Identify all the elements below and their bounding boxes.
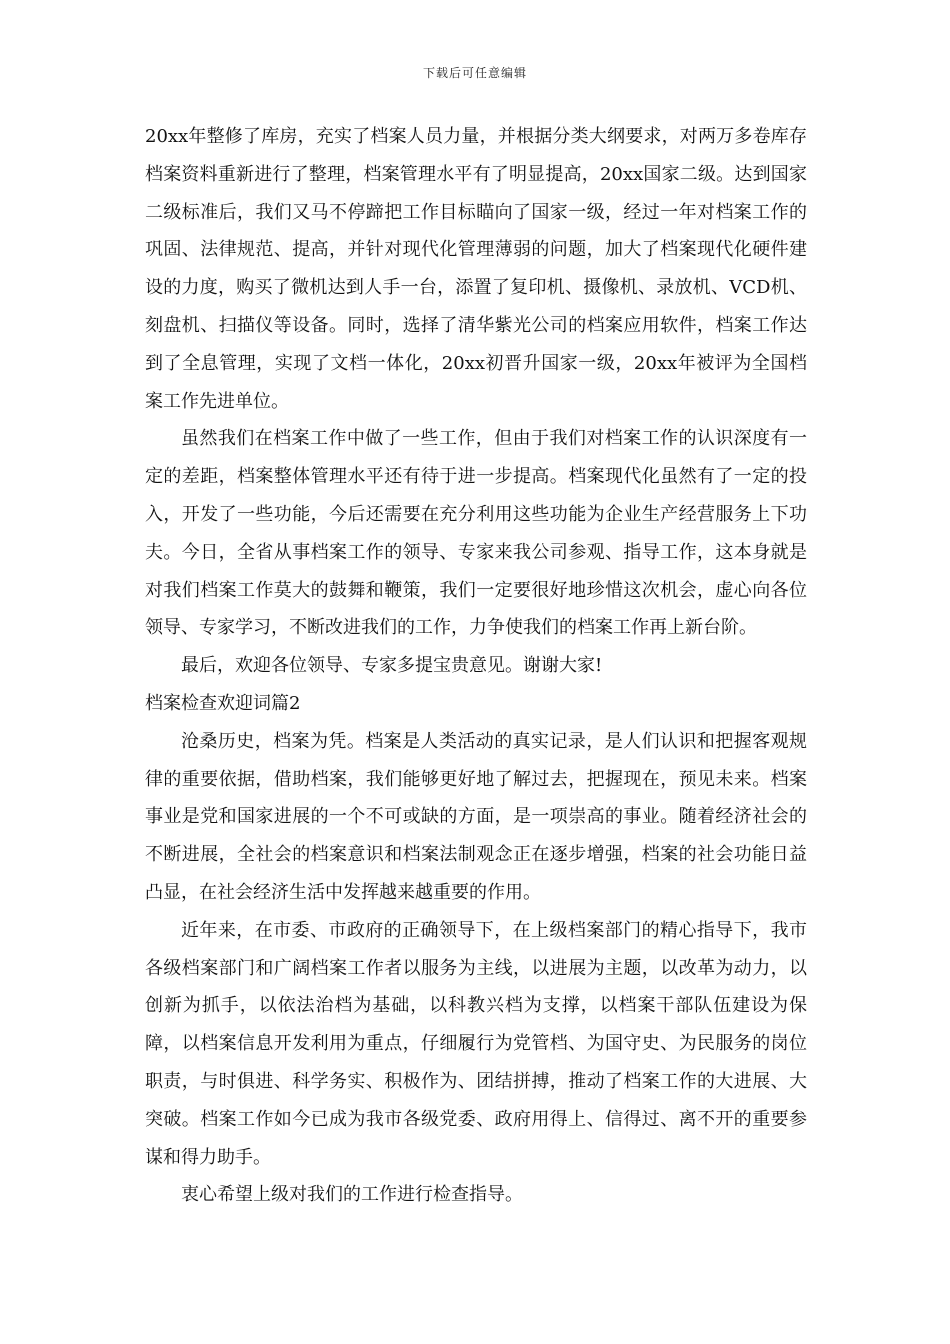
paragraph-shortcomings: 虽然我们在档案工作中做了一些工作，但由于我们对档案工作的认识深度有一定的差距，档案整体管理水平还有待于进一步提高。档案现代化虽然有了一定的投入，开发了一些功能，今后还需要在充分利用这些功能为企业生产经营服务上下功夫。今日，全省从事档案工作的领导、专家来我公司参观、指导工作，这本身就是对我们档案工作莫大的鼓舞和鞭策，我们一定要很好地珍惜这次机会，虚心向各位领导、专家学习，不断改进我们的工作，力争使我们的档案工作再上新台阶。 <box>145 428 807 639</box>
document-body <box>145 118 807 1214</box>
paragraph-archive-history: 20xx年整修了库房，充实了档案人员力量，并根据分类大纲要求，对两万多卷库存档案资料重新进行了整理，档案管理水平有了明显提高，20xx国家二级。达到国家二级标准后，我们又马不停蹄把工作目标瞄向了国家一级，经过一年对档案工作的巩固、法律规范、提高，并针对现代化管理薄弱的问题，加大了档案现代化硬件建设的力度，购买了微机达到人手一台，添置了复印机、摄像机、录放机、VCD机、刻盘机、扫描仪等设备。同时，选择了清华紫光公司的档案应用软件，档案工作达到了全息管理，实现了文档一体化，20xx初晋升国家一级，20xx年被评为全国档案工作先进单位。 <box>145 126 807 412</box>
paragraph-closing: 最后，欢迎各位领导、专家多提宝贵意见。谢谢大家! <box>181 655 603 677</box>
paragraph-request-guidance: 衷心希望上级对我们的工作进行检查指导。 <box>181 1184 523 1206</box>
page-header: 下载后可任意编辑 <box>422 66 527 80</box>
section-title: 档案检查欢迎词篇2 <box>145 692 301 714</box>
paragraph-archive-importance: 沧桑历史，档案为凭。档案是人类活动的真实记录，是人们认识和把握客观规律的重要依据，借助档案，我们能够更好地了解过去，把握现在，预见未来。档案事业是党和国家进展的一个不可或缺的方面，是一项崇高的事业。随着经济社会的不断进展，全社会的档案意识和档案法制观念正在逐步增强，档案的社会功能日益凸显，在社会经济生活中发挥越来越重要的作用。 <box>145 730 807 903</box>
paragraph-recent-achievements: 近年来，在市委、市政府的正确领导下，在上级档案部门的精心指导下，我市各级档案部门和广阔档案工作者以服务为主线，以进展为主题，以改革为动力，以创新为抓手，以依法治档为基础，以科教兴档为支撑，以档案干部队伍建设为保障，以档案信息开发利用为重点，仔细履行为党管档、为国守史、为民服务的岗位职责，与时俱进、科学务实、积极作为、团结拼搏，推动了档案工作的大进展、大突破。档案工作如今已成为我市各级党委、政府用得上、信得过、离不开的重要参谋和得力助手。 <box>145 919 807 1168</box>
